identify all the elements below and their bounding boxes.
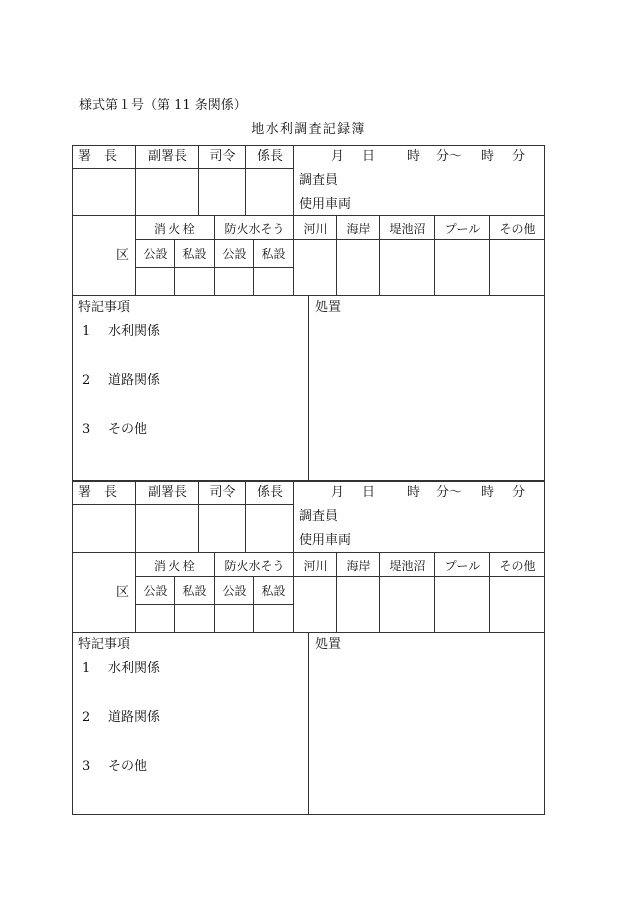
vehicle-label: 使用車両 [299,533,352,548]
item2-number: 2 [82,710,91,725]
form-title: 地水利調査記録簿 [251,122,366,137]
clerk-label: 係長 [256,149,283,164]
deputy-chief-label: 副署長 [147,485,187,500]
month-label: 月 [331,485,345,500]
month-label: 月 [331,149,345,164]
pool-label: プール [444,559,481,573]
day-label: 日 [362,485,376,500]
commander-label: 司令 [209,485,236,500]
hour-to-label: 時 [481,485,495,500]
pond-label: 堤池沼 [389,222,426,236]
coast-label: 海岸 [346,559,371,573]
hydrant-public-label: 公設 [143,584,168,598]
coast-label: 海岸 [346,222,371,236]
inspector-label: 調査員 [299,173,339,188]
cistern-private-label: 私設 [261,584,286,598]
vehicle-label: 使用車両 [299,197,352,212]
item1-number: 1 [82,324,91,339]
item3-label: その他 [108,422,148,437]
hydrant-label: 消火栓 [153,559,198,573]
item1-number: 1 [82,661,91,676]
disposition-label: 処置 [315,300,342,315]
cistern-label: 防火水そう [224,222,285,236]
clerk-label: 係長 [256,485,283,500]
other-label: その他 [499,222,536,236]
inspector-label: 調査員 [299,509,339,524]
minute-to-label: 分 [512,485,526,500]
minute-from-label: 分～ [436,485,463,500]
cistern-label: 防火水そう [224,559,285,573]
form-number: 様式第１号（第 11 条関係） [79,98,247,113]
remarks-label: 特記事項 [78,637,131,652]
item2-label: 道路関係 [108,373,161,388]
item3-number: 3 [82,422,91,437]
item3-label: その他 [108,759,148,774]
hydrant-private-label: 私設 [182,247,207,261]
day-label: 日 [362,149,376,164]
item2-label: 道路関係 [108,710,161,725]
hydrant-public-label: 公設 [143,247,168,261]
minute-from-label: 分～ [436,149,463,164]
pool-label: プール [444,222,481,236]
ward-label: 区 [116,248,130,263]
record-section-1 [0,145,630,481]
cistern-public-label: 公設 [222,247,247,261]
hour-to-label: 時 [481,149,495,164]
item1-label: 水利関係 [108,324,161,339]
item3-number: 3 [82,759,91,774]
hydrant-label: 消火栓 [153,222,198,236]
hour-from-label: 時 [407,485,421,500]
item2-number: 2 [82,373,91,388]
commander-label: 司令 [209,149,236,164]
minute-to-label: 分 [512,149,526,164]
chief-label: 署長 [77,149,130,164]
hour-from-label: 時 [407,149,421,164]
disposition-label: 処置 [315,637,342,652]
remarks-label: 特記事項 [78,300,131,315]
river-label: 河川 [303,559,328,573]
chief-label: 署長 [77,485,130,500]
ward-label: 区 [116,585,130,600]
record-section-2 [0,481,630,815]
item1-label: 水利関係 [108,661,161,676]
deputy-chief-label: 副署長 [147,149,187,164]
hydrant-private-label: 私設 [182,584,207,598]
river-label: 河川 [303,222,328,236]
pond-label: 堤池沼 [389,559,426,573]
cistern-private-label: 私設 [261,247,286,261]
other-label: その他 [499,559,536,573]
cistern-public-label: 公設 [222,584,247,598]
